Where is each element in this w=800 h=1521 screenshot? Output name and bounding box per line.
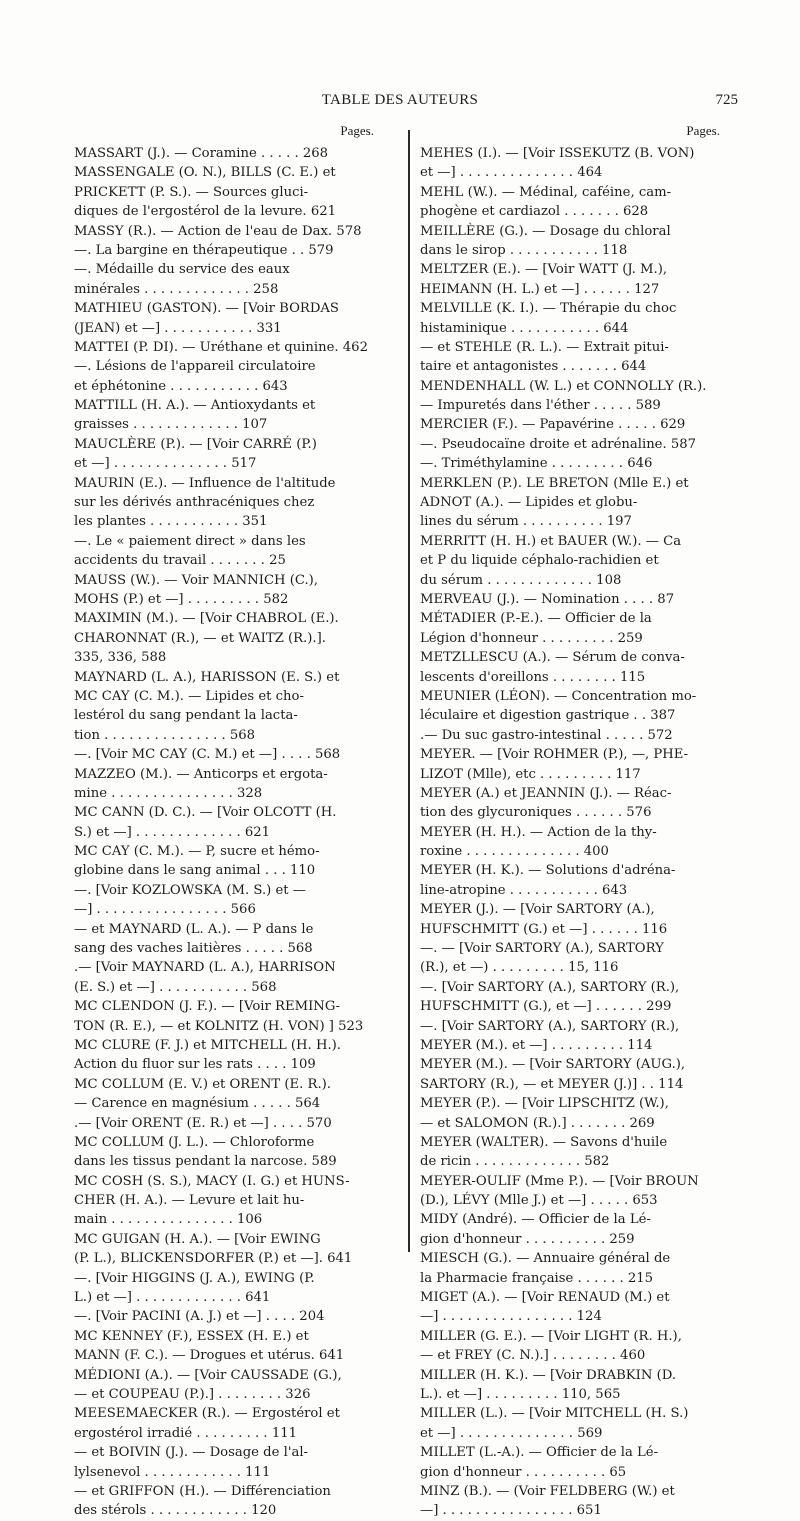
index-line: MEYER (WALTER). — Savons d'huile [420, 1134, 668, 1150]
index-line: (P. L.), BLICKENSDORFER (P.) et —]. 641 [74, 1251, 353, 1267]
index-line: —. [Voir HIGGINS (J. A.), EWING (P. [74, 1270, 315, 1286]
index-line: MERKLEN (P.). LE BRETON (Mlle E.) et [420, 475, 689, 491]
index-line: ergostérol irradié . . . . . . . . . 111 [74, 1425, 297, 1441]
index-line: L.) et —] . . . . . . . . . . . . . 641 [74, 1290, 271, 1306]
index-line: MC COSH (S. S.), MACY (I. G.) et HUNS- [74, 1173, 350, 1189]
index-line: 335, 336, 588 [74, 650, 167, 666]
index-line: —. [Voir PACINI (A. J.) et —] . . . . 204 [74, 1309, 325, 1325]
right-column [420, 122, 720, 1521]
column-divider [408, 130, 410, 1252]
pages-column-label: Pages. [686, 123, 720, 138]
index-line: accidents du travail . . . . . . . 25 [74, 553, 286, 569]
index-line: et —] . . . . . . . . . . . . . . 464 [420, 165, 603, 181]
index-line: MASSART (J.). — Coramine . . . . . 268 [74, 146, 329, 161]
index-line: HUFSCHMITT (G.) et —] . . . . . . 116 [420, 921, 668, 937]
index-line: MEYER-OULIF (Mme P.). — [Voir BROUN [420, 1173, 699, 1189]
index-line: MC CAY (C. M.). — P, sucre et hémo- [74, 844, 320, 860]
index-line: —. — [Voir SARTORY (A.), SARTORY [420, 941, 664, 957]
index-line: lescents d'oreillons . . . . . . . . 115 [420, 669, 646, 685]
index-line: MC COLLUM (J. L.). — Chloroforme [74, 1134, 315, 1150]
index-line: sang des vaches laitières . . . . . 568 [74, 941, 313, 957]
index-line: MC CLURE (F. J.) et MITCHELL (H. H.). [74, 1037, 341, 1053]
index-line: .— [Voir ORENT (E. R.) et —] . . . . 570 [74, 1115, 332, 1131]
index-line: SARTORY (R.), — et MEYER (J.)] . . 114 [420, 1076, 684, 1092]
index-entry-block [74, 144, 374, 1521]
index-line: —. Triméthylamine . . . . . . . . . 646 [420, 456, 653, 472]
index-line: roxine . . . . . . . . . . . . . . 400 [420, 844, 609, 860]
page-header [0, 92, 800, 114]
index-line: MIDY (André). — Officier de la Lé- [420, 1212, 651, 1228]
index-line: MEYER (J.). — [Voir SARTORY (A.), [420, 902, 655, 918]
index-line: lestérol du sang pendant la lacta- [74, 708, 298, 724]
index-line: —. Le « paiement direct » dans les [74, 533, 306, 549]
index-line: lylsenevol . . . . . . . . . . . . 111 [74, 1464, 271, 1480]
index-line: mine . . . . . . . . . . . . . . . 328 [74, 785, 263, 801]
index-line: S.) et —] . . . . . . . . . . . . . 621 [74, 824, 271, 840]
index-line: (E. S.) et —] . . . . . . . . . . . 568 [74, 979, 277, 995]
index-line: MEILLÈRE (G.). — Dosage du chloral [420, 223, 671, 239]
index-line: MÉDIONI (A.). — [Voir CAUSSADE (G.), [74, 1367, 342, 1383]
index-line: MIGET (A.). — [Voir RENAUD (M.) et [420, 1290, 670, 1306]
index-line: MATHIEU (GASTON). — [Voir BORDAS [74, 301, 339, 317]
index-line: du sérum . . . . . . . . . . . . . 108 [420, 572, 622, 588]
index-line: — Carence en magnésium . . . . . 564 [74, 1096, 321, 1112]
index-line: HUFSCHMITT (G.), et —] . . . . . . 299 [420, 999, 672, 1015]
index-line: —] . . . . . . . . . . . . . . . . 566 [74, 902, 256, 918]
index-line: de ricin . . . . . . . . . . . . . 582 [420, 1154, 610, 1170]
index-line: MC CLENDON (J. F.). — [Voir REMING- [74, 999, 341, 1015]
index-line: HEIMANN (H. L.) et —] . . . . . . 127 [420, 281, 660, 297]
index-line: sur les dérivés anthracéniques chez [74, 495, 315, 511]
index-line: MEYER. — [Voir ROHMER (P.), —, PHE- [420, 747, 689, 763]
index-line: minérales . . . . . . . . . . . . . 258 [74, 281, 279, 297]
index-line: MERCIER (F.). — Papavérine . . . . . 629 [420, 417, 686, 433]
index-line: MC KENNEY (F.), ESSEX (H. E.) et [74, 1328, 309, 1344]
index-line: MELTZER (E.). — [Voir WATT (J. M.), [420, 262, 668, 278]
index-line: MASSENGALE (O. N.), BILLS (C. E.) et [74, 165, 336, 181]
index-line: —. La bargine en thérapeutique . . 579 [74, 242, 334, 258]
index-line: MERRITT (H. H.) et BAUER (W.). — Ca [420, 533, 682, 549]
index-line: phogène et cardiazol . . . . . . . 628 [420, 204, 649, 220]
index-line: —. [Voir MC CAY (C. M.) et —] . . . . 568 [74, 747, 341, 763]
index-line: MEHES (I.). — [Voir ISSEKUTZ (B. VON) [420, 146, 695, 161]
index-line: léculaire et digestion gastrique . . 387 [420, 708, 676, 724]
index-line: TON (R. E.), — et KOLNITZ (H. VON) ] 523 [74, 1018, 364, 1034]
index-line: MILLER (H. K.). — [Voir DRABKIN (D. [420, 1367, 677, 1383]
index-line: MEYER (H. H.). — Action de la thy- [420, 824, 657, 840]
index-line: —. Pseudocaïne droite et adrénaline. 587 [420, 436, 697, 452]
index-line: — et STEHLE (R. L.). — Extrait pitui- [420, 339, 669, 355]
index-line: — Impuretés dans l'éther . . . . . 589 [420, 398, 661, 414]
index-line: (R.), et —) . . . . . . . . . 15, 116 [420, 960, 619, 976]
index-line: gion d'honneur . . . . . . . . . . 259 [420, 1231, 635, 1247]
index-line: MÉTADIER (P.-E.). — Officier de la [420, 611, 652, 627]
index-line: MEUNIER (LÉON). — Concentration mo- [420, 688, 697, 704]
index-line: —] . . . . . . . . . . . . . . . . 124 [420, 1309, 602, 1325]
index-line: globine dans le sang animal . . . 110 [74, 863, 316, 879]
page-title: TABLE DES AUTEURS [321, 92, 479, 108]
index-line: PRICKETT (P. S.). — Sources gluci- [74, 184, 309, 200]
index-line: METZLLESCU (A.). — Sérum de conva- [420, 650, 685, 666]
index-line: — et SALOMON (R.).] . . . . . . . 269 [420, 1115, 655, 1131]
index-line: — et FREY (C. N.).] . . . . . . . . 460 [420, 1348, 646, 1364]
index-line: et P du liquide céphalo-rachidien et [420, 553, 659, 569]
index-line: MASSY (R.). — Action de l'eau de Dax. 578 [74, 223, 362, 239]
left-column [74, 122, 374, 1521]
index-line: line-atropine . . . . . . . . . . . 643 [420, 882, 628, 898]
index-line: —. Lésions de l'appareil circulatoire [74, 359, 316, 375]
index-line: MINZ (B.). — (Voir FELDBERG (W.) et [420, 1483, 675, 1499]
index-line: et éphétonine . . . . . . . . . . . 643 [74, 378, 288, 394]
index-line: — et COUPEAU (P.).] . . . . . . . . 326 [74, 1387, 311, 1402]
index-line: MEYER (M.). — [Voir SARTORY (AUG.), [420, 1057, 686, 1073]
index-line: MAURIN (E.). — Influence de l'altitude [74, 475, 336, 491]
index-line: .— Du suc gastro-intestinal . . . . . 572 [420, 727, 673, 743]
index-line: MC COLLUM (E. V.) et ORENT (E. R.). [74, 1076, 331, 1092]
index-line: —. [Voir SARTORY (A.), SARTORY (R.), [420, 979, 680, 995]
index-line: MC CAY (C. M.). — Lipides et cho- [74, 688, 304, 704]
index-line: tion des glycuroniques . . . . . . 576 [420, 805, 652, 821]
index-line: — et GRIFFON (H.). — Différenciation [74, 1483, 331, 1499]
index-line: MC CANN (D. C.). — [Voir OLCOTT (H. [74, 805, 337, 821]
index-line: MAUCLÈRE (P.). — [Voir CARRÉ (P.) [74, 436, 317, 452]
index-line: MEYER (A.) et JEANNIN (J.). — Réac- [420, 785, 672, 801]
index-line: lines du sérum . . . . . . . . . . 197 [420, 514, 632, 530]
index-line: diques de l'ergostérol de la levure. 621 [74, 204, 336, 220]
index-line: MERVEAU (J.). — Nomination . . . . 87 [420, 591, 675, 607]
index-line: MAUSS (W.). — Voir MANNICH (C.), [74, 572, 319, 588]
index-line: dans les tissus pendant la narcose. 589 [74, 1154, 337, 1170]
index-line: MATTILL (H. A.). — Antioxydants et [74, 398, 316, 414]
index-line: des stérols . . . . . . . . . . . . 120 [74, 1503, 277, 1519]
index-line: MEHL (W.). — Médinal, caféine, cam- [420, 184, 672, 200]
index-line: —. [Voir KOZLOWSKA (M. S.) et — [74, 882, 306, 898]
index-line: ADNOT (A.). — Lipides et globu- [420, 495, 638, 511]
index-line: .— [Voir MAYNARD (L. A.), HARRISON [74, 960, 336, 976]
index-line: et —] . . . . . . . . . . . . . . 569 [420, 1425, 603, 1441]
index-line: MEYER (H. K.). — Solutions d'adréna- [420, 863, 676, 879]
index-line: —. Médaille du service des eaux [74, 262, 290, 278]
index-line: (D.), LÉVY (Mlle J.) et —] . . . . . 653 [420, 1193, 658, 1209]
index-line: histaminique . . . . . . . . . . . 644 [420, 320, 629, 336]
index-line: —] . . . . . . . . . . . . . . . . 651 [420, 1503, 602, 1519]
index-line: — et BOIVIN (J.). — Dosage de l'al- [74, 1445, 309, 1461]
index-line: —. [Voir SARTORY (A.), SARTORY (R.), [420, 1018, 680, 1034]
index-line: et —] . . . . . . . . . . . . . . 517 [74, 456, 257, 472]
index-line: MATTEI (P. DI). — Uréthane et quinine. 462 [74, 339, 368, 355]
index-line: MANN (F. C.). — Drogues et utérus. 641 [74, 1348, 345, 1364]
index-line: les plantes . . . . . . . . . . . 351 [74, 514, 268, 530]
index-entries [74, 144, 374, 1521]
index-line: MELVILLE (K. I.). — Thérapie du choc [420, 301, 677, 317]
index-line: MAXIMIN (M.). — [Voir CHABROL (E.). [74, 611, 339, 627]
index-line: gion d'honneur . . . . . . . . . . 65 [420, 1464, 627, 1480]
index-line: — et MAYNARD (L. A.). — P dans le [74, 921, 314, 937]
index-line: MIESCH (G.). — Annuaire général de [420, 1251, 671, 1267]
index-line: MEESEMAECKER (R.). — Ergostérol et [74, 1406, 340, 1422]
index-line: CHER (H. A.). — Levure et lait hu- [74, 1193, 305, 1209]
index-line: dans le sirop . . . . . . . . . . . 118 [420, 242, 628, 258]
index-line: MEYER (M.). et —] . . . . . . . . . 114 [420, 1037, 653, 1053]
index-line: CHARONNAT (R.), — et WAITZ (R.).]. [74, 630, 326, 646]
index-line: MAZZEO (M.). — Anticorps et ergota- [74, 766, 328, 782]
index-line: tion . . . . . . . . . . . . . . . 568 [74, 727, 256, 743]
index-line: taire et antagonistes . . . . . . . 644 [420, 359, 647, 375]
index-line: (JEAN) et —] . . . . . . . . . . . 331 [74, 320, 282, 336]
index-entries [420, 144, 720, 1521]
pages-column-label: Pages. [340, 123, 374, 138]
index-line: MOHS (P.) et —] . . . . . . . . . 582 [74, 591, 289, 607]
index-line: la Pharmacie française . . . . . . 215 [420, 1270, 654, 1286]
index-line: MILLET (L.-A.). — Officier de la Lé- [420, 1445, 659, 1461]
index-line: L.). et —] . . . . . . . . . 110, 565 [420, 1387, 621, 1402]
index-line: Action du fluor sur les rats . . . . 109 [74, 1057, 316, 1073]
index-entry-block [420, 144, 720, 1521]
index-line: LIZOT (Mlle), etc . . . . . . . . . 117 [420, 766, 641, 782]
index-line: MENDENHALL (W. L.) et CONNOLLY (R.). [420, 378, 707, 394]
index-line: MC GUIGAN (H. A.). — [Voir EWING [74, 1231, 321, 1247]
index-line: MILLER (G. E.). — [Voir LIGHT (R. H.), [420, 1328, 682, 1344]
index-line: main . . . . . . . . . . . . . . . 106 [74, 1212, 263, 1228]
page-number: 725 [715, 92, 738, 108]
index-line: MAYNARD (L. A.), HARISSON (E. S.) et [74, 669, 340, 685]
index-line: Légion d'honneur . . . . . . . . . 259 [420, 630, 643, 646]
index-line: MILLER (L.). — [Voir MITCHELL (H. S.) [420, 1406, 689, 1422]
index-line: MEYER (P.). — [Voir LIPSCHITZ (W.), [420, 1096, 669, 1112]
index-line: graisses . . . . . . . . . . . . . 107 [74, 417, 268, 433]
